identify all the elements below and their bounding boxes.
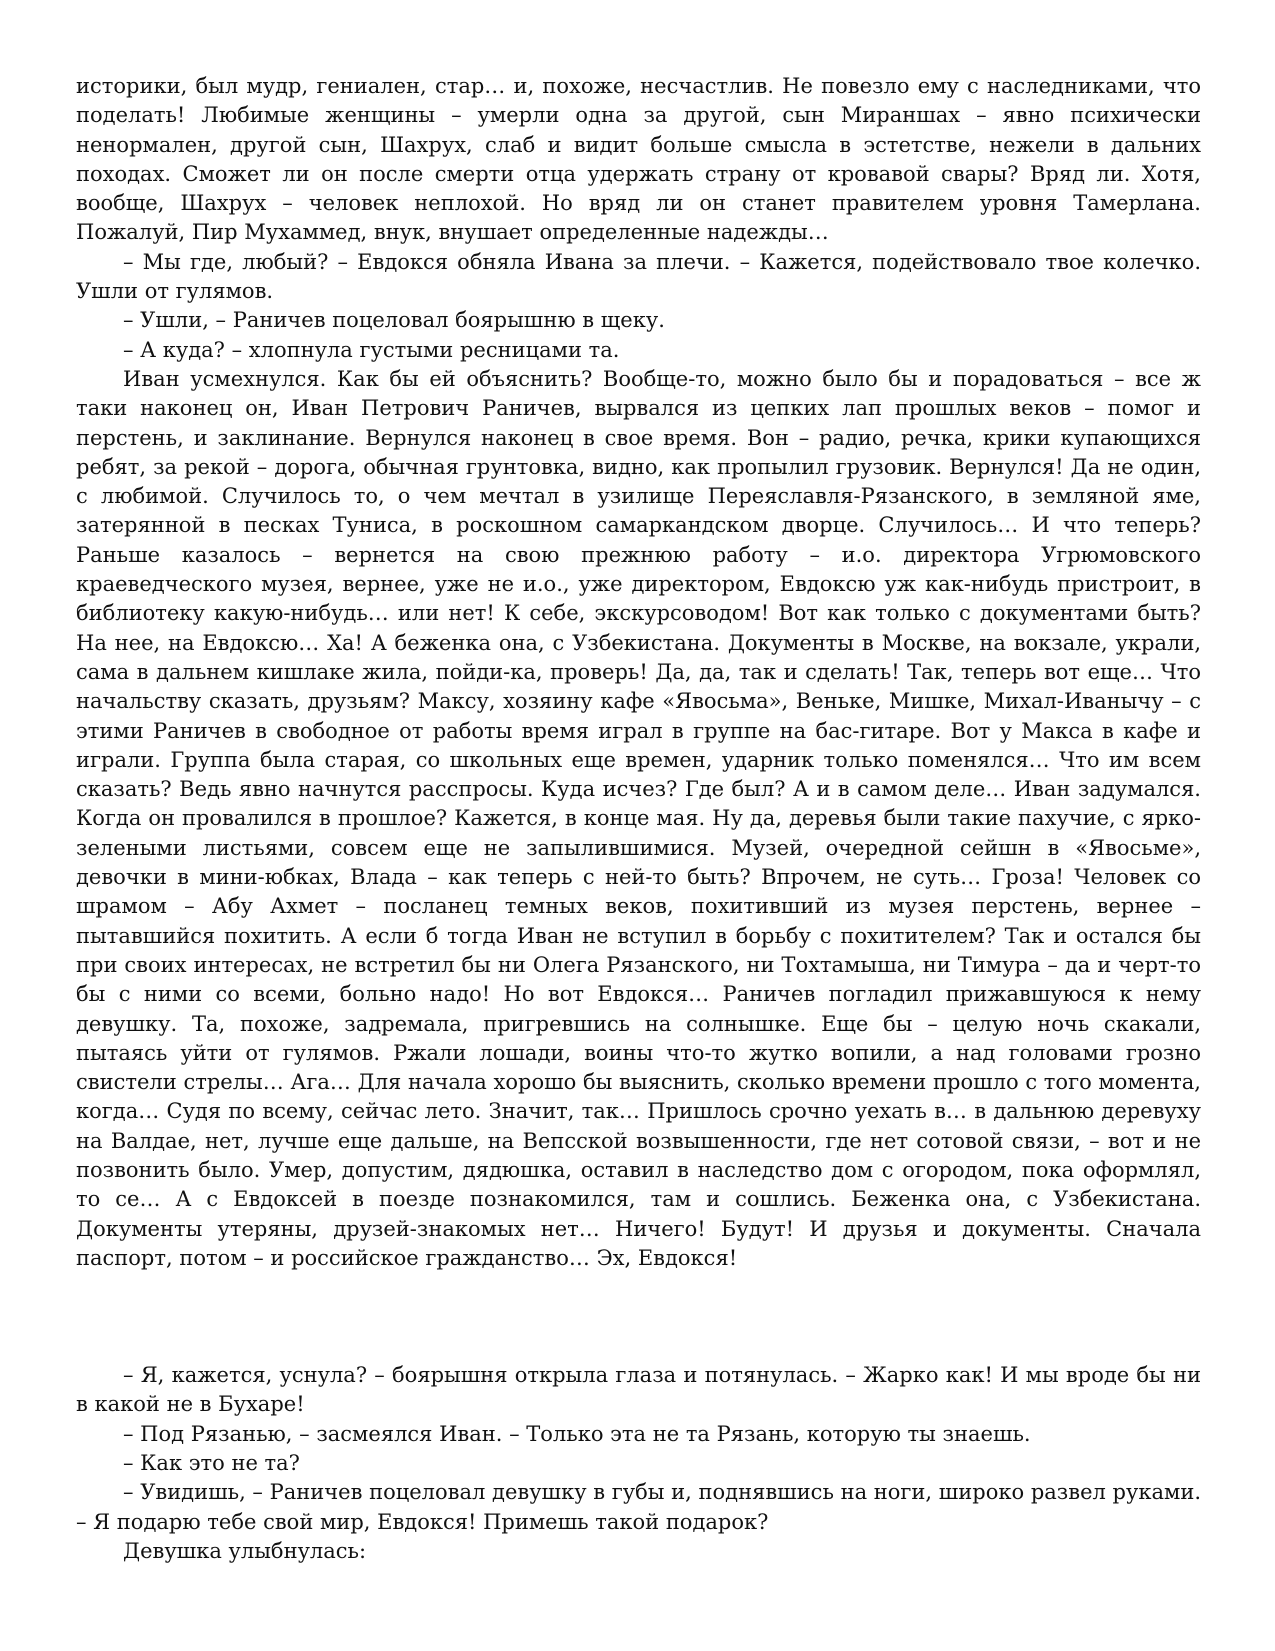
paragraph-dialogue: – А куда? – хлопнула густыми ресницами та. (123, 337, 620, 362)
paragraph-dialogue: – Ушли, – Раничев поцеловал боярышню в щеку. (123, 308, 665, 333)
paragraph-narrative: Иван усмехнулся. Как бы ей объяснить? Вообще-то, можно было бы и порадоваться – все ж таки наконец он, Иван Петрович Раничев, вырвался из цепких лап прошлых веков – помог и перстень, и заклинание. Вернулся наконец в свое время. Вон – радио, речка, крики купающихся ребят, за рекой – дорога, обычная грунтовка, видно, как пропылил грузовик. Вернулся! Да не один, с любимой. Случилось то, о чем мечтал в узилище Переяславля-Рязанского, в земляной яме, затерянной в песках Туниса, в роскошном самаркандском дворце. Случилось… И что теперь? Раньше казалось – вернется на свою прежнюю работу – и.о. директора Угрюмовского краеведческого музея, вернее, уже не и.о., уже директором, Евдоксю уж как-нибудь пристроит, в библиотеку какую-нибудь… или нет! К себе, экскурсоводом! Вот как только с документами быть? На нее, на Евдоксю… Ха! А беженка она, с Узбекистана. Документы в Москве, на вокзале, украли, сама в дальнем кишлаке жила, пойди-ка, проверь! Да, да, так и сделать! Так, теперь вот еще… Что начальству сказать, друзьям? Максу, хозяину кафе «Явосьма», Веньке, Мишке, Михал-Иванычу – с этими Раничев в свободное от работы время играл в группе на бас-гитаре. Вот у Макса в кафе и играли. Группа была старая, со школьных еще времен, ударник только поменялся… Что им всем сказать? Ведь явно начнутся расспросы. Куда исчез? Где был? А и в самом деле… Иван задумался. Когда он провалился в прошлое? Кажется, в конце мая. Ну да, деревья были такие пахучие, с ярко-зелеными листьями, совсем еще не запылившимися. Музей, очередной сейшн в «Явосьме», девочки в мини-юбках, Влада – как теперь с ней-то быть? Впрочем, не суть… Гроза! Человек со шрамом – Абу Ахмет – посланец темных веков, похитивший из музея перстень, вернее – пытавшийся похитить. А если б тогда Иван не вступил в борьбу с похитителем? Так и остался бы при своих интересах, не встретил бы ни Олега Рязанского, ни Тохтамыша, ни Тимура – да и черт-то бы с ними со всеми, больно надо! Но вот Евдокся… Раничев погладил прижавшуюся к нему девушку. Та, похоже, задремала, пригревшись на солнышке. Еще бы – целую ночь скакали, пытаясь уйти от гулямов. Ржали лошади, воины что-то жутко вопили, а над головами грозно свистели стрелы… Ага… Для начала хорошо бы выяснить, сколько времени прошло с того момента, когда… Судя по всему, сейчас лето. Значит, так… Пришлось срочно уехать в… в дальнюю деревуху на Валдае, нет, лучше еще дальше, на Вепсской возвышенности, где нет сотовой связи, – вот и не позвонить было. Умер, допустим, дядюшка, оставил в наследство дом с огородом, пока оформлял, то се… А с Евдоксей в поезде познакомился, там и сошлись. Беженка она, с Узбекистана. Документы утеряны, друзей-знакомых нет… Ничего! Будут! И друзья и документы. Сначала паспорт, потом – и российское гражданство… Эх, Евдокся! (76, 366, 1201, 1270)
paragraph-dialogue: – Увидишь, – Раничев поцеловал девушку в губы и, поднявшись на ноги, широко развел руками. – Я подарю тебе свой мир, Евдокся! Примешь такой подарок? (76, 1480, 1201, 1534)
paragraph-narrative: Девушка улыбнулась: (123, 1538, 367, 1563)
document-page (76, 72, 1201, 1566)
paragraph-dialogue: – Мы где, любый? – Евдокся обняла Ивана за плечи. – Кажется, подействовало твое колечко. Ушли от гулямов. (76, 249, 1201, 304)
section-break (76, 1273, 1201, 1361)
paragraph-dialogue: – Как это не та? (123, 1451, 300, 1476)
paragraph-continuation: историки, был мудр, гениален, стар… и, похоже, несчастлив. Не повезло ему с наследниками, что поделать! Любимые женщины – умерли одна за другой, сын Мираншах – явно психически ненормален, другой сын, Шахрух, слаб и видит больше смысла в эстетстве, нежели в дальних походах. Сможет ли он после смерти отца удержать страну от кровавой свары? Вряд ли. Хотя, вообще, Шахрух – человек неплохой. Но вряд ли он станет правителем уровня Тамерлана. Пожалуй, Пир Мухаммед, внук, внушает определенные надежды… (76, 74, 1201, 245)
paragraph-dialogue: – Я, кажется, уснула? – боярышня открыла глаза и потянулась. – Жарко как! И мы вроде бы ни в какой не в Бухаре! (76, 1363, 1201, 1417)
paragraph-dialogue: – Под Рязанью, – засмеялся Иван. – Только эта не та Рязань, которую ты знаешь. (123, 1421, 1031, 1446)
